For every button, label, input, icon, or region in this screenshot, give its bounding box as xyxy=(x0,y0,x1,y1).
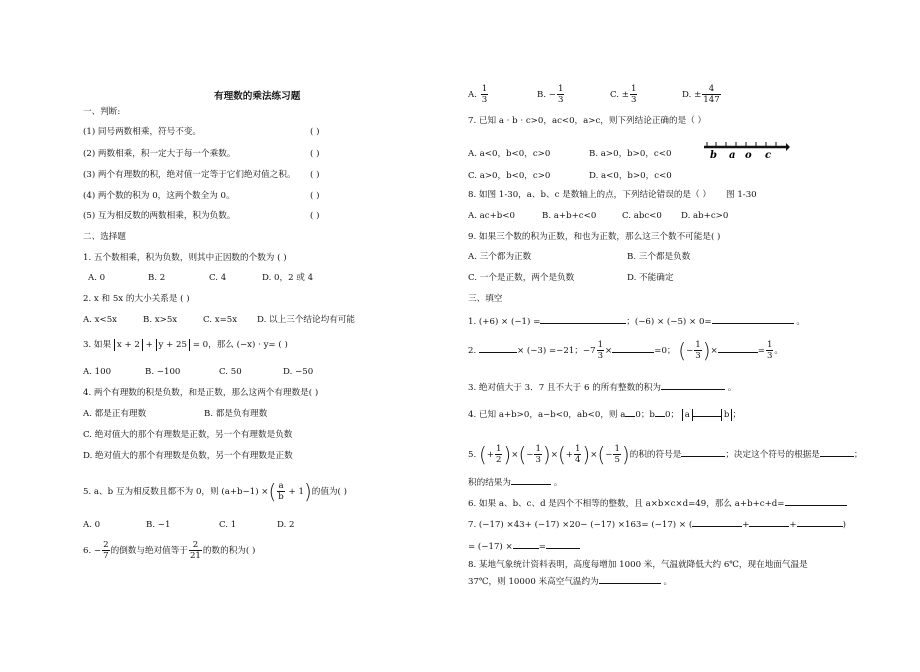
answer-blank[interactable] xyxy=(692,517,742,527)
f7-close: ) xyxy=(842,520,846,530)
answer-blank[interactable] xyxy=(599,574,661,584)
choice-option[interactable]: D. a<0，b>0，c<0 xyxy=(589,171,672,181)
option-sign: ± xyxy=(621,90,629,100)
number-line-label-c: c xyxy=(765,150,772,161)
f1-text-c: 。 xyxy=(796,317,805,327)
choice-option[interactable]: B. a>0，b>0，c<0 xyxy=(589,149,672,159)
q5-open-paren: ( xyxy=(268,479,277,504)
section-choice-heading: 二、选择题 xyxy=(83,232,126,242)
f7-text-a: 7. (−17) ×43+ (−17) ×20− (−17) ×163= (−17) × ( xyxy=(468,520,693,530)
choice-option[interactable]: A. a<0，b<0，c>0 xyxy=(468,149,551,159)
q6-numerator-1: 2 xyxy=(103,540,109,550)
q5-numerator: a xyxy=(278,481,284,491)
f4-text-a: 4. 已知 a+b>0，a−b<0，ab<0，则 a xyxy=(468,410,626,420)
f7-plus: + xyxy=(742,520,750,530)
choice-option[interactable]: A. 三个都为正数 xyxy=(468,252,532,262)
q6-option-a[interactable] xyxy=(468,83,489,107)
denominator: 3 xyxy=(535,455,541,465)
option-fraction xyxy=(702,84,720,105)
answer-blank[interactable] xyxy=(693,407,721,417)
choice-option[interactable]: B. −100 xyxy=(145,367,181,377)
choice-option[interactable]: C. 绝对值大的那个有理数是正数，另一个有理数是负数 xyxy=(83,430,293,440)
q6-text-end: 的数的积为( ) xyxy=(202,546,256,556)
f5-fraction xyxy=(495,444,502,465)
f7-line2-text-a: = (−17) × xyxy=(468,542,513,552)
figure-caption: 图 1-30 xyxy=(726,190,757,200)
denominator: 4 xyxy=(574,455,581,465)
f2-number: 2. xyxy=(468,346,477,356)
choice-option[interactable]: C. x=5x xyxy=(203,315,238,325)
f5-fraction xyxy=(534,444,541,465)
fill-question-3 xyxy=(468,380,736,394)
f5-line2-text: 积的结果为 xyxy=(468,478,511,488)
f6-text: 6. 如果 a、b、c、d 是四个不相等的整数，且 a×b×c×d=49，那么 a+b+c+d= xyxy=(468,499,785,509)
f5-sign: + xyxy=(565,450,573,460)
answer-blank[interactable] xyxy=(749,517,789,527)
q6-numerator-2: 2 xyxy=(189,540,202,551)
choice-question-7: 7. 已知 a · b · c>0，ac<0，a>c，则下列结论正确的是（ ） xyxy=(468,116,707,126)
answer-blank[interactable] xyxy=(718,343,758,353)
f5-text-b: 的积的符号是 xyxy=(629,450,682,460)
f2-fraction-1 xyxy=(597,340,604,361)
q6-option-b[interactable] xyxy=(537,83,565,107)
choice-option[interactable]: B. 2 xyxy=(148,273,166,283)
choice-option[interactable]: B. −1 xyxy=(146,520,171,530)
choice-question-5 xyxy=(83,480,347,504)
choice-option[interactable]: B. 三个都是负数 xyxy=(627,252,691,262)
denominator: 3 xyxy=(481,95,488,105)
choice-option[interactable]: B. a+b+c<0 xyxy=(542,211,597,221)
judge-item-3: (3) 两个有理数的积，绝对值一定等于它们绝对值之积。 xyxy=(83,170,296,180)
f5-fraction xyxy=(574,444,581,465)
fill-question-8: 8. 某地气象统计资料表明，高度每增加 1000 米，气温就降低大约 6℃，现在地面气温是 xyxy=(468,560,808,570)
f2-equals: = xyxy=(757,346,765,356)
q6-denominator-2: 21 xyxy=(189,551,201,561)
section-judge-heading: 一、判断: xyxy=(83,107,121,117)
q3-plus: + xyxy=(142,340,156,350)
answer-blank[interactable] xyxy=(681,447,725,457)
choice-option[interactable]: D. 以上三个结论均有可能 xyxy=(257,315,355,325)
f2-text-b: × (−3) =−21；−7 xyxy=(516,346,596,356)
f5-number: 5. xyxy=(468,450,477,460)
number-line-label-o: o xyxy=(745,150,752,161)
f2-times-2: × xyxy=(710,346,718,356)
choice-question-3 xyxy=(83,339,288,351)
fill-question-5-line-2 xyxy=(468,475,562,489)
answer-blank[interactable] xyxy=(513,539,539,549)
judge-answer-paren-3[interactable]: ( ) xyxy=(310,170,320,180)
numerator: 1 xyxy=(614,444,620,454)
numerator: 1 xyxy=(766,340,773,350)
f4-abs-b: b xyxy=(721,409,733,421)
choice-option[interactable]: C. 4 xyxy=(209,273,227,283)
fill-question-4 xyxy=(468,407,741,421)
numerator: 1 xyxy=(574,444,581,454)
answer-blank[interactable] xyxy=(479,343,517,353)
f5-end: 。 xyxy=(553,478,563,488)
option-fraction xyxy=(630,84,637,105)
f2-inner-sign: − xyxy=(686,346,694,356)
q5-plus-one: + 1 xyxy=(285,487,304,497)
option-sign: ± xyxy=(694,90,702,100)
denominator: 3 xyxy=(558,95,564,105)
q6-text-mid: 的倒数与绝对值等于 xyxy=(110,546,188,556)
fill-question-5: 5. (+ $\frac{1}{2}$ )×(− $\frac{1}{3}$ )×(+ $\frac{1}{4}$ )×(− $\frac{1}{5}$ )的积的符号是 ；决定这个符号的根据是 ； xyxy=(468,442,863,467)
answer-blank[interactable] xyxy=(540,314,626,324)
denominator: 3 xyxy=(597,351,604,361)
choice-option[interactable]: C. a>0，b<0，c>0 xyxy=(468,171,551,181)
q5-text-end: 的值为( ) xyxy=(311,487,347,497)
f5-text-c: ；决定这个符号的根据是 xyxy=(725,450,820,460)
f2-end: 。 xyxy=(774,346,784,356)
q6-option-d[interactable] xyxy=(682,83,722,107)
option-label: C. xyxy=(610,90,620,100)
f2-fraction-3 xyxy=(766,340,773,361)
judge-item-4: (4) 两个数的积为 0，这两个数全为 0。 xyxy=(83,191,235,201)
answer-blank[interactable] xyxy=(785,496,847,506)
option-fraction xyxy=(557,84,564,105)
choice-option[interactable]: C. 50 xyxy=(219,367,242,377)
choice-option[interactable]: C. 1 xyxy=(219,520,237,530)
f5-sign: − xyxy=(605,450,613,460)
numerator: 1 xyxy=(558,84,564,94)
f1-text-a: 1. (+6) × (−1) = xyxy=(468,317,541,327)
f8-end: 。 xyxy=(663,577,673,587)
q3-abs-term-2: y + 25 xyxy=(156,339,190,351)
fill-question-8-line-2 xyxy=(468,574,672,588)
f2-close-paren: ) xyxy=(702,338,711,363)
f4-end: ； xyxy=(732,410,741,420)
number-line-label-b: b xyxy=(710,150,717,161)
choice-question-4: 4. 两个有理数的积是负数，和是正数，那么这两个有理数是( ) xyxy=(83,388,319,398)
judge-answer-paren-1[interactable]: ( ) xyxy=(310,127,320,137)
answer-blank[interactable] xyxy=(712,314,794,324)
f7-plus: + xyxy=(789,520,797,530)
choice-option[interactable]: D. 不能确定 xyxy=(627,273,674,283)
choice-question-8: 8. 如图 1-30，a、b、c 是数轴上的点，下列结论错误的是（ ） xyxy=(468,190,711,200)
f2-open-paren: ( xyxy=(678,338,687,363)
judge-item-2: (2) 两数相乘，积一定大于每一个乘数。 xyxy=(83,149,236,159)
number-line-figure xyxy=(702,139,790,161)
numerator: 1 xyxy=(481,84,488,94)
choice-option[interactable]: D. 0，2 或 4 xyxy=(262,273,314,283)
fill-question-6 xyxy=(468,496,847,510)
fill-question-7 xyxy=(468,517,846,531)
answer-blank[interactable] xyxy=(546,539,580,549)
page-title: 有理数的乘法练习题 xyxy=(214,91,301,102)
denominator: 3 xyxy=(766,351,773,361)
numerator: 1 xyxy=(597,340,604,350)
fill-question-2 xyxy=(468,339,783,363)
judge-item-5: (5) 互为相反数的两数相乘，积为负数。 xyxy=(83,211,236,221)
choice-question-1: 1. 五个数相乘，积为负数，则其中正因数的个数为 ( ) xyxy=(83,253,287,263)
choice-option[interactable]: A. ac+b<0 xyxy=(468,211,515,221)
f3-text: 3. 绝对值大于 3．7 且不大于 6 的所有整数的积为 xyxy=(468,383,661,393)
f5-text-d: ； xyxy=(853,450,863,460)
choice-option[interactable]: A. 0 xyxy=(83,520,101,530)
numerator: 4 xyxy=(702,84,720,95)
option-label: D. xyxy=(682,90,692,100)
choice-option[interactable]: C. abc<0 xyxy=(622,211,662,221)
denominator: 2 xyxy=(495,455,502,465)
answer-blank[interactable] xyxy=(625,407,635,417)
fill-question-1 xyxy=(468,314,805,328)
judge-answer-paren-2[interactable]: ( ) xyxy=(310,149,320,159)
f4-text-c: 0； xyxy=(664,410,680,420)
choice-option[interactable]: A. 0 xyxy=(88,273,106,283)
q5-denominator: b xyxy=(278,492,284,502)
q5-fraction xyxy=(277,481,285,502)
f4-abs-a: a xyxy=(682,409,693,421)
fill-question-7-line-2 xyxy=(468,539,580,553)
q3-text-end: = 0，那么 (−x) · y= ( ) xyxy=(189,340,288,350)
q6-denominator-1: 7 xyxy=(103,551,109,561)
q6-fraction-1 xyxy=(102,540,109,561)
judge-answer-paren-4[interactable]: ( ) xyxy=(310,191,320,201)
q6-fraction-2 xyxy=(189,540,202,561)
f8-text-b: 37℃，则 10000 米高空气温约为 xyxy=(468,577,599,587)
f1-text-b: ；(−6) × (−5) × 0= xyxy=(626,317,712,327)
q5-text-start: 5. a、b 互为相反数且都不为 0，则 (a+b−1) × xyxy=(83,487,269,497)
denominator: 147 xyxy=(703,95,720,105)
q6-number: 6. xyxy=(83,546,92,556)
choice-option[interactable]: A. 都是正有理数 xyxy=(83,409,147,419)
q6-sign: − xyxy=(93,546,102,556)
answer-blank[interactable] xyxy=(612,343,654,353)
answer-blank[interactable] xyxy=(820,447,854,457)
answer-blank[interactable] xyxy=(655,407,665,417)
q3-text-start: 3. 如果 xyxy=(83,340,112,350)
denominator: 5 xyxy=(614,455,620,465)
numerator: 1 xyxy=(495,444,502,454)
choice-option[interactable]: D. ab+c>0 xyxy=(681,211,729,221)
q3-abs-term-1: x + 2 xyxy=(114,339,143,351)
q6-option-c[interactable] xyxy=(610,83,638,107)
choice-option[interactable]: C. 一个是正数，两个是负数 xyxy=(468,273,575,283)
answer-blank[interactable] xyxy=(797,517,843,527)
choice-option[interactable]: A. x<5x xyxy=(83,315,118,325)
choice-option[interactable]: D. −50 xyxy=(283,367,314,377)
numerator: 1 xyxy=(695,340,701,350)
f3-end: 。 xyxy=(727,383,737,393)
f7-line2-equals: = xyxy=(538,542,546,552)
answer-blank[interactable] xyxy=(661,380,725,390)
judge-item-1: (1) 同号两数相乘，符号不变。 xyxy=(83,127,202,137)
choice-option[interactable]: A. 100 xyxy=(83,367,112,377)
judge-answer-paren-5[interactable]: ( ) xyxy=(310,211,320,221)
section-fill-heading: 三、填空 xyxy=(468,294,503,304)
option-label: A. xyxy=(468,90,477,100)
f2-times: × xyxy=(605,346,613,356)
q5-close-paren: ) xyxy=(303,479,312,504)
f5-sign: + xyxy=(486,450,494,460)
choice-question-6 xyxy=(83,537,255,565)
f4-text-b: 0；b xyxy=(635,410,655,420)
option-sign: − xyxy=(548,90,556,100)
number-line-label-a: a xyxy=(729,150,736,161)
option-fraction xyxy=(481,84,488,105)
denominator: 3 xyxy=(630,95,637,105)
numerator: 1 xyxy=(535,444,541,454)
number-line-arrow xyxy=(786,143,790,151)
f5-sign: − xyxy=(526,450,534,460)
denominator: 3 xyxy=(695,351,701,361)
choice-option[interactable]: B. 都是负有理数 xyxy=(204,409,268,419)
choice-question-2: 2. x 和 5x 的大小关系是 ( ) xyxy=(83,294,190,304)
f2-fraction-2 xyxy=(694,340,701,361)
f5-fraction xyxy=(613,444,620,465)
numerator: 1 xyxy=(630,84,637,94)
f2-text-d: =0； xyxy=(654,346,676,356)
option-label: B. xyxy=(537,90,547,100)
choice-question-9: 9. 如果三个数的积为正数，和也为正数，那么这三个数不可能是( ) xyxy=(468,232,721,242)
choice-option[interactable]: D. 绝对值大的那个有理数是负数，另一个有理数是正数 xyxy=(83,451,293,461)
choice-option[interactable]: D. 2 xyxy=(277,520,295,530)
choice-option[interactable]: B. x>5x xyxy=(143,315,178,325)
answer-blank[interactable] xyxy=(511,475,551,485)
